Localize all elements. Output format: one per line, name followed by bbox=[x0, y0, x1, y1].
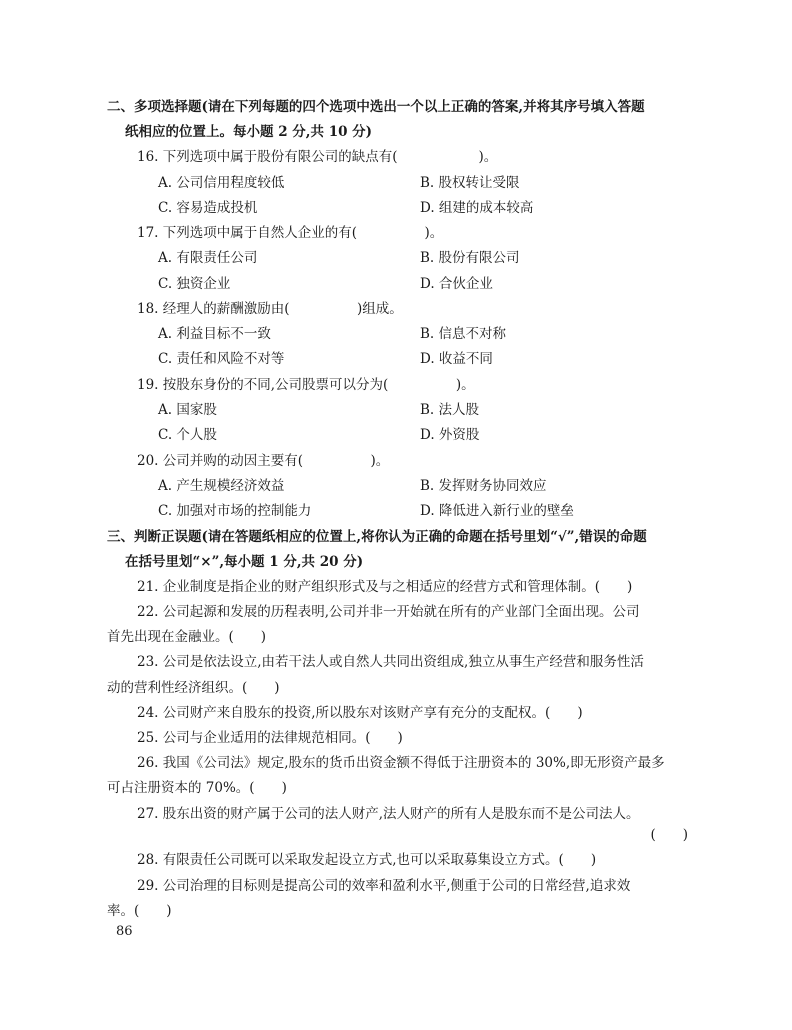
q18-option-b: B. 信息不对称 bbox=[420, 326, 507, 342]
q16-option-c: C. 容易造成投机 bbox=[158, 200, 258, 216]
q19-option-d: D. 外资股 bbox=[420, 427, 480, 443]
question-17: 17. 下列选项中属于自然人企业的有( )。 bbox=[137, 225, 444, 241]
question-22: 22. 公司起源和发展的历程表明,公司并非一开始就在所有的产业部门全面出现。公司 bbox=[137, 604, 640, 620]
question-18: 18. 经理人的薪酬激励由( )组成。 bbox=[137, 301, 403, 317]
question-27-answer-blank: ( ) bbox=[650, 827, 688, 843]
question-24: 24. 公司财产来自股东的投资,所以股东对该财产享有充分的支配权。( ) bbox=[137, 705, 583, 721]
question-22-cont: 首先出现在金融业。( ) bbox=[107, 629, 267, 645]
section2-heading-cont: 纸相应的位置上。每小题 2 分,共 10 分) bbox=[125, 124, 373, 140]
question-19: 19. 按股东身份的不同,公司股票可以分为( )。 bbox=[137, 377, 475, 393]
q18-option-c: C. 责任和风险不对等 bbox=[158, 351, 285, 367]
page-number: 86 bbox=[116, 924, 133, 939]
question-26: 26. 我国《公司法》规定,股东的货币出资金额不得低于注册资本的 30%,即无形资产最多 bbox=[137, 755, 665, 771]
question-25: 25. 公司与企业适用的法律规范相同。( ) bbox=[137, 730, 403, 746]
q16-option-b: B. 股权转让受限 bbox=[420, 175, 520, 191]
q17-option-b: B. 股份有限公司 bbox=[420, 250, 520, 266]
question-27: 27. 股东出资的财产属于公司的法人财产,法人财产的所有人是股东而不是公司法人。 bbox=[137, 806, 640, 822]
q19-option-a: A. 国家股 bbox=[158, 402, 217, 418]
section3-heading-cont: 在括号里划“×”,每小题 1 分,共 20 分) bbox=[125, 554, 364, 570]
question-23: 23. 公司是依法设立,由若干法人或自然人共同出资组成,独立从事生产经营和服务性活 bbox=[137, 654, 644, 670]
q19-option-b: B. 法人股 bbox=[420, 402, 480, 418]
question-16: 16. 下列选项中属于股份有限公司的缺点有( )。 bbox=[137, 149, 498, 165]
q16-option-d: D. 组建的成本较高 bbox=[420, 200, 534, 216]
q20-option-a: A. 产生规模经济效益 bbox=[158, 478, 285, 494]
section3-heading: 三、判断正误题(请在答题纸相应的位置上,将你认为正确的命题在括号里划“√”,错误的命题 bbox=[107, 529, 647, 545]
question-29: 29. 公司治理的目标则是提高公司的效率和盈利水平,侧重于公司的日常经营,追求效 bbox=[137, 878, 631, 894]
q20-option-d: D. 降低进入新行业的壁垒 bbox=[420, 503, 574, 519]
question-20: 20. 公司并购的动因主要有( )。 bbox=[137, 453, 390, 469]
q19-option-c: C. 个人股 bbox=[158, 427, 217, 443]
q20-option-c: C. 加强对市场的控制能力 bbox=[158, 503, 312, 519]
question-29-cont: 率。( ) bbox=[107, 903, 172, 919]
q18-option-a: A. 利益目标不一致 bbox=[158, 326, 271, 342]
q17-option-d: D. 合伙企业 bbox=[420, 276, 493, 292]
q20-option-b: B. 发挥财务协同效应 bbox=[420, 478, 547, 494]
q17-option-a: A. 有限责任公司 bbox=[158, 250, 258, 266]
section2-heading: 二、多项选择题(请在下列每题的四个选项中选出一个以上正确的答案,并将其序号填入答题 bbox=[107, 99, 645, 115]
question-23-cont: 动的营利性经济组织。( ) bbox=[107, 680, 280, 696]
q16-option-a: A. 公司信用程度较低 bbox=[158, 175, 285, 191]
question-26-cont: 可占注册资本的 70%。( ) bbox=[107, 780, 287, 796]
q18-option-d: D. 收益不同 bbox=[420, 351, 493, 367]
question-21: 21. 企业制度是指企业的财产组织形式及与之相适应的经营方式和管理体制。( ) bbox=[137, 579, 633, 595]
q17-option-c: C. 独资企业 bbox=[158, 276, 231, 292]
question-28: 28. 有限责任公司既可以采取发起设立方式,也可以采取募集设立方式。( ) bbox=[137, 852, 597, 868]
